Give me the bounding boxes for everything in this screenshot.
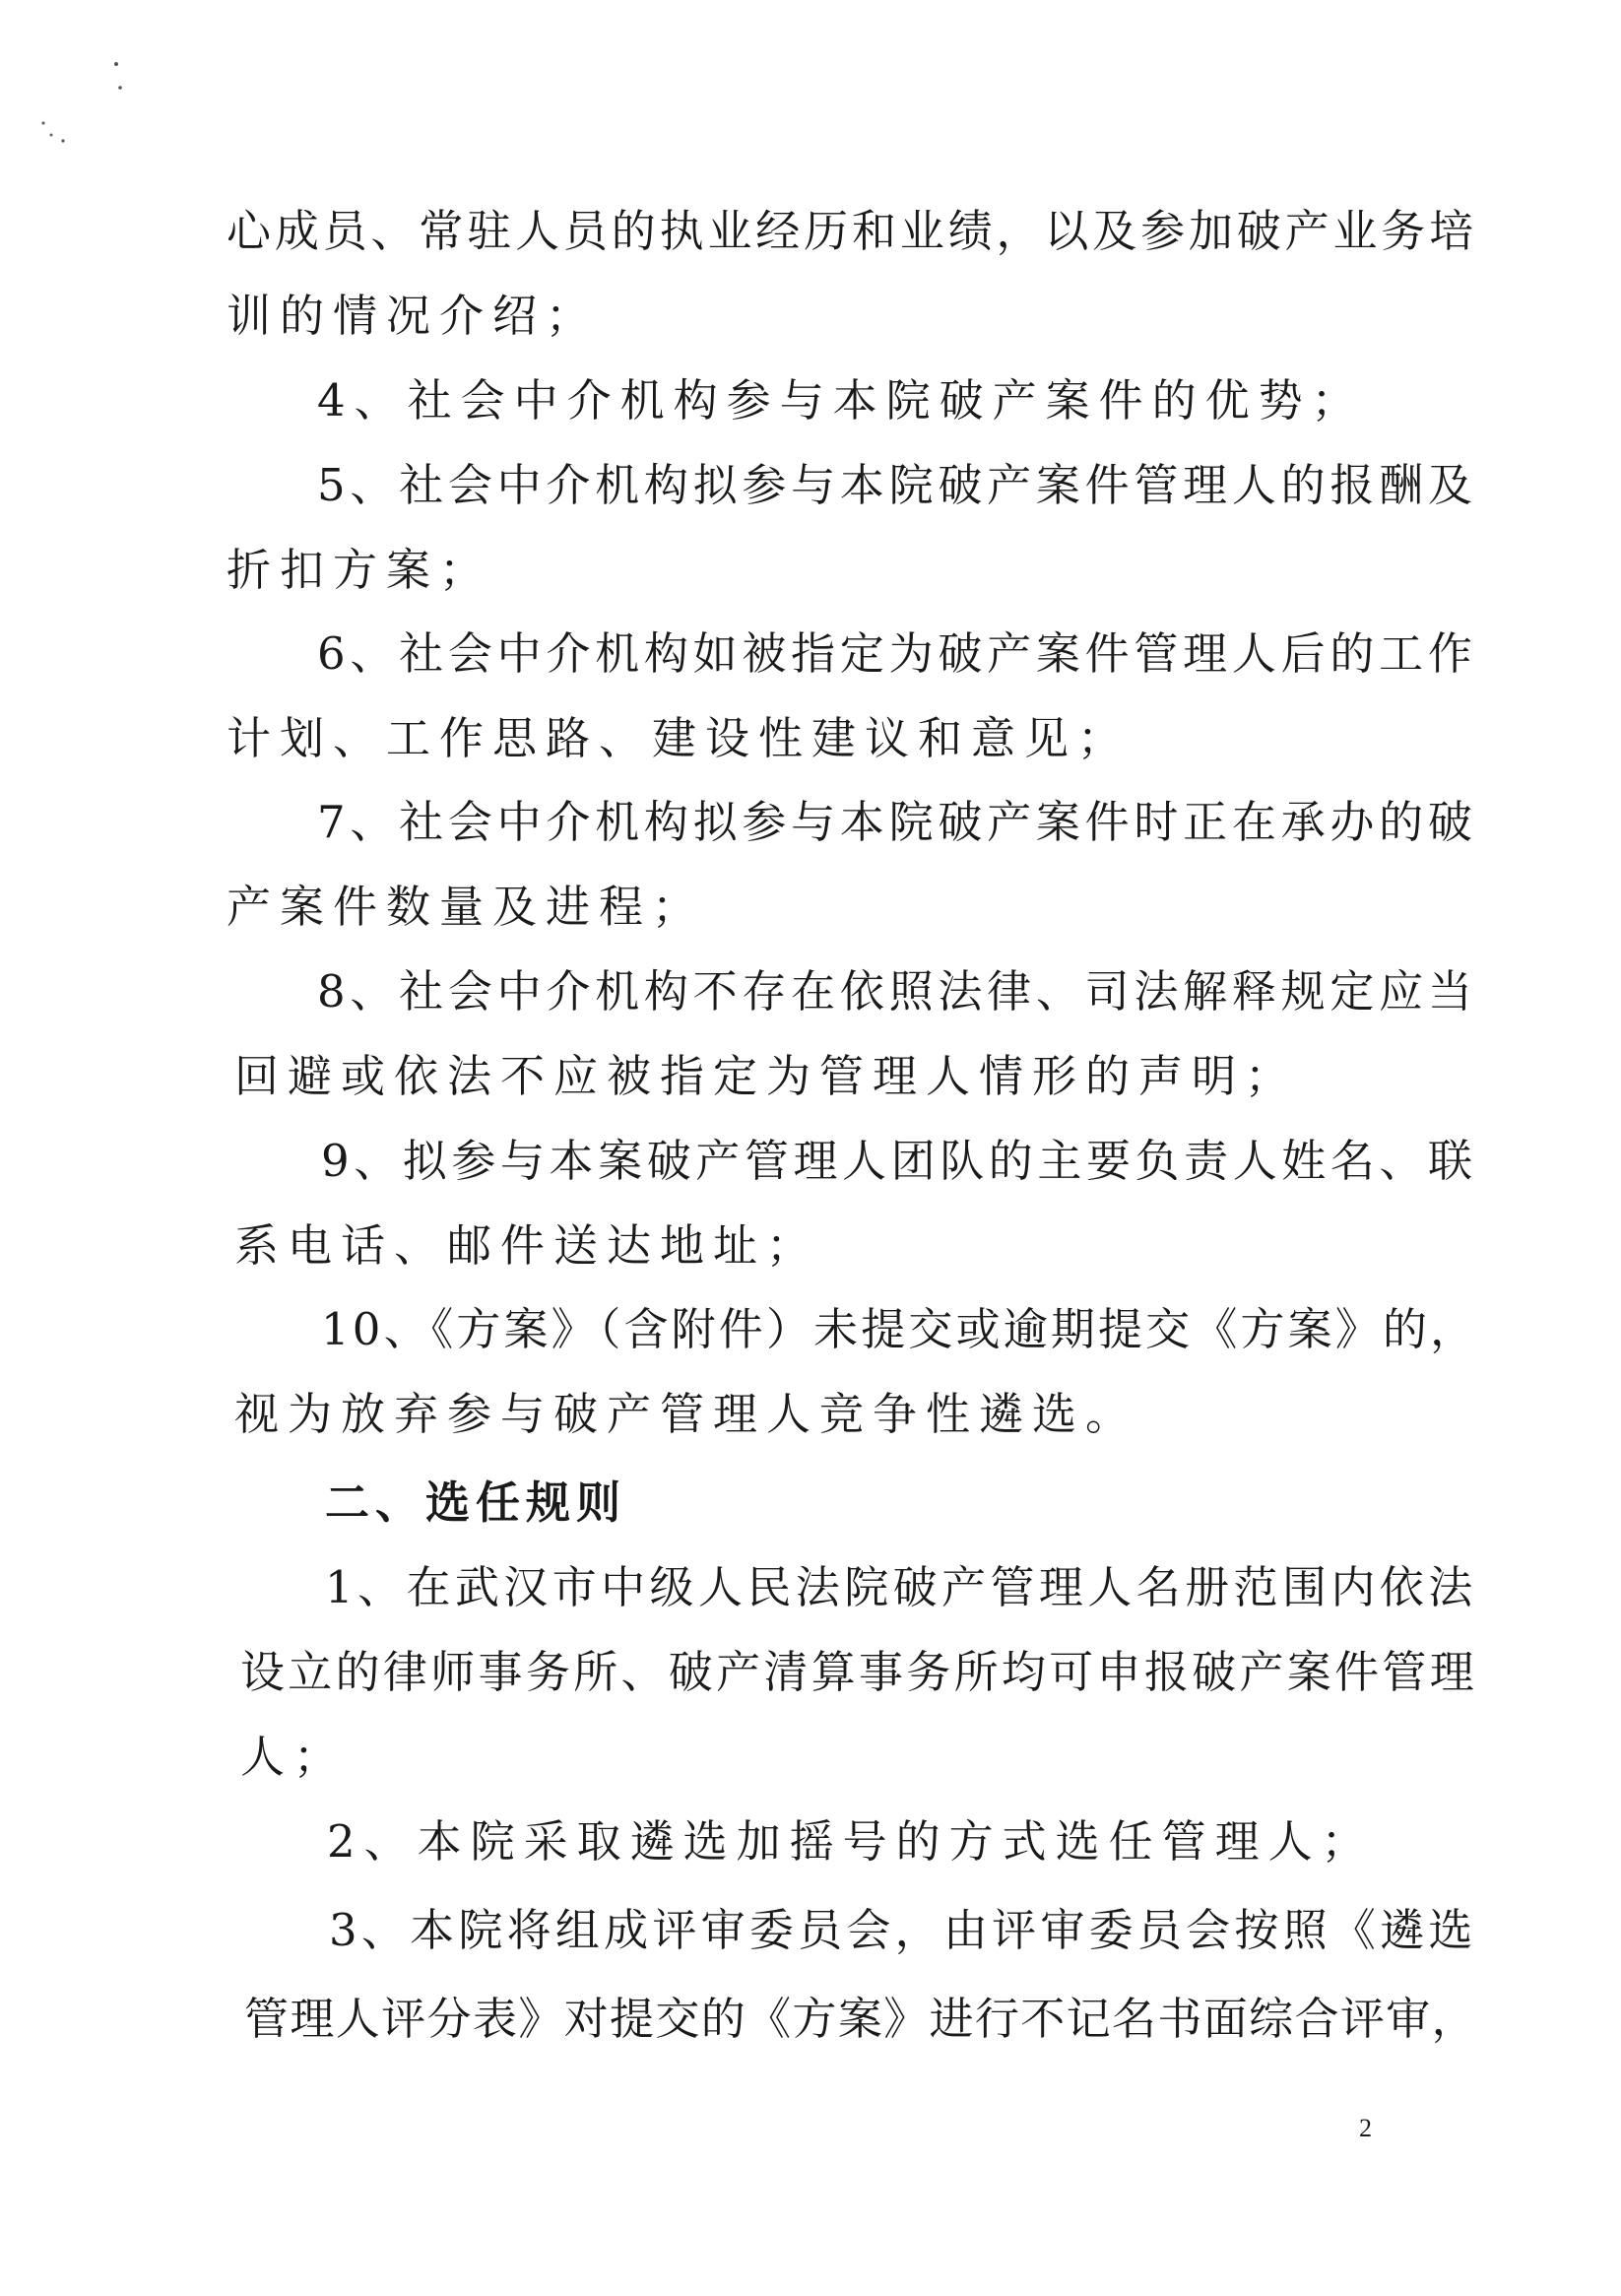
text-line-10: 8、社会中介机构不存在依照法律、司法解释规定应当	[317, 965, 1477, 1017]
scan-specks	[30, 54, 138, 153]
text-line-5: 折扣方案；	[227, 544, 493, 596]
text-line-12: 9、拟参与本案破产管理人团队的主要负责人姓名、联	[321, 1135, 1477, 1187]
text-line-6: 6、社会中介机构如被指定为破产案件管理人后的工作	[317, 627, 1477, 680]
text-line-21: 3、本院将组成评审委员会，由评审委员会按照《遴选	[329, 1904, 1477, 1956]
text-line-7: 计划、工作思路、建设性建议和意见；	[227, 712, 1132, 764]
text-line-9: 产案件数量及进程；	[227, 881, 706, 933]
text-line-17: 1、在武汉市中级人民法院破产管理人名册范围内依法	[325, 1561, 1477, 1613]
text-line-15: 视为放弃参与破产管理人竞争性遴选。	[234, 1388, 1139, 1440]
text-line-13: 系电话、邮件送达地址；	[234, 1219, 820, 1272]
text-line-14: 10、《方案》（含附件）未提交或逾期提交《方案》的，	[321, 1303, 1478, 1355]
text-line-2: 训的情况介绍；	[227, 290, 600, 342]
text-line-8: 7、社会中介机构拟参与本院破产案件时正在承办的破	[317, 796, 1477, 848]
text-line-18: 设立的律师事务所、破产清算事务所均可申报破产案件管理	[240, 1646, 1478, 1698]
text-line-20: 2、本院采取遴选加摇号的方式选任管理人；	[327, 1815, 1375, 1868]
text-line-3: 4、社会中介机构参与本院破产案件的优势；	[317, 374, 1365, 426]
text-line-22: 管理人评分表》对提交的《方案》进行不记名书面综合评审，	[244, 1993, 1478, 2045]
text-line-19: 人；	[240, 1731, 348, 1783]
text-line-4: 5、社会中介机构拟参与本院破产案件管理人的报酬及	[317, 459, 1477, 511]
text-line-1: 心成员、常驻人员的执业经历和业绩，以及参加破产业务培	[227, 205, 1478, 257]
page-number: 2	[1359, 2114, 1372, 2142]
text-line-11: 回避或依法不应被指定为管理人情形的声明；	[234, 1050, 1299, 1102]
section-heading-selection-rules: 二、选任规则	[325, 1476, 627, 1529]
